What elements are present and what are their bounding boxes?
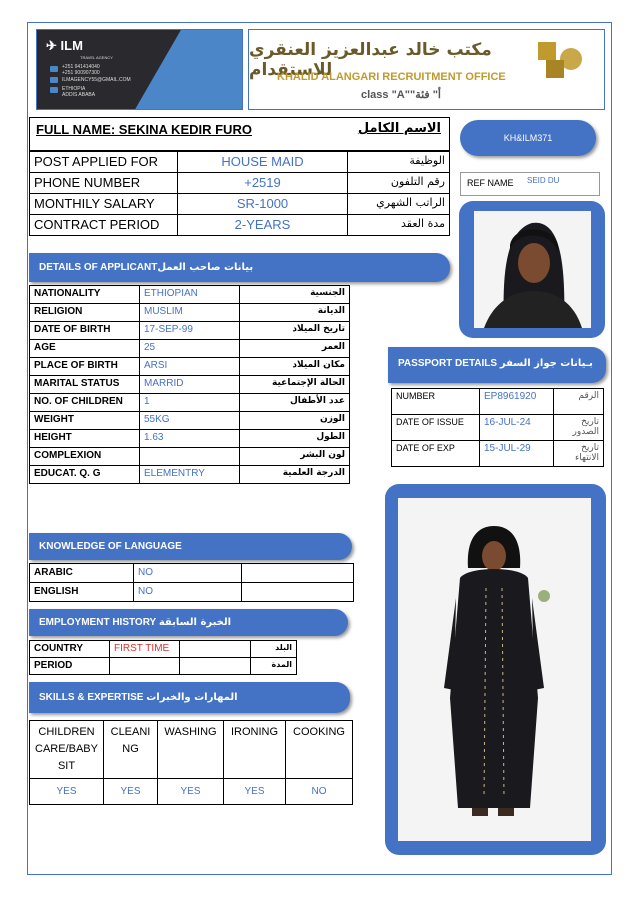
- agency-email: ILMAGENCY55@GMAIL.COM: [62, 77, 131, 83]
- table-row: [30, 641, 297, 658]
- office-name-english: KHALID ALANGARI RECRUITMENT OFFICE: [277, 71, 506, 83]
- skills-table: [29, 720, 353, 805]
- full-body-photo-frame: [385, 484, 606, 855]
- office-header: [248, 29, 605, 110]
- employment-label-arabic: البلد: [251, 641, 297, 658]
- details-title-arabic: بيانات صاحب العمل: [157, 262, 254, 273]
- language-title: KNOWLEDGE OF LANGUAGE: [39, 541, 182, 552]
- skill-value: YES: [104, 779, 158, 805]
- agency-logo: ✈ ILM: [46, 38, 83, 53]
- skills-title-arabic: المهارات والخبرات: [146, 692, 238, 703]
- details-label: COMPLEXION: [30, 448, 140, 466]
- details-label-arabic: لون البشر: [240, 448, 350, 466]
- agency-name: ILM: [60, 38, 83, 53]
- office-name-arabic: مكتب خالد عبدالعزيز العنقري للاستقدام: [249, 40, 492, 80]
- agency-city: ETHIOPIA: [62, 86, 86, 92]
- languages-label: ARABIC: [30, 564, 134, 583]
- table-row: [30, 340, 350, 358]
- phone-value: +2519: [178, 173, 348, 194]
- table-row: [30, 564, 354, 583]
- table-row: [392, 389, 604, 415]
- details-value: MUSLIM: [140, 304, 240, 322]
- salary-label: MONTHILY SALARY: [30, 194, 178, 215]
- details-value: MARRID: [140, 376, 240, 394]
- employment-section-bar: [29, 609, 348, 636]
- table-row: [30, 394, 350, 412]
- empty-cell: [180, 658, 251, 675]
- language-table: [29, 563, 354, 602]
- post-value: HOUSE MAID: [178, 152, 348, 173]
- skill-value: NO: [286, 779, 353, 805]
- employment-label-arabic: المدة: [251, 658, 297, 675]
- table-row: [30, 658, 297, 675]
- salary-value: SR-1000: [178, 194, 348, 215]
- full-name-row: [29, 117, 450, 151]
- table-row: [30, 412, 350, 430]
- ref-box: [460, 172, 600, 196]
- details-value: 55KG: [140, 412, 240, 430]
- passport-value: 16-JUL-24: [480, 415, 554, 441]
- banner-stripe: [117, 29, 243, 110]
- phone-icon: [50, 66, 58, 72]
- details-label-arabic: الدرجة العلمية: [240, 466, 350, 484]
- table-row: [30, 721, 353, 779]
- employment-title: EMPLOYMENT HISTORY: [39, 617, 157, 628]
- details-label: MARITAL STATUS: [30, 376, 140, 394]
- employment-title-arabic: الخبرة السابقة: [158, 617, 232, 628]
- passport-section-bar: [388, 347, 606, 383]
- empty-cell: [242, 583, 354, 602]
- location-icon: [50, 87, 58, 93]
- skill-label: CHILDREN CARE/BABYSIT: [30, 721, 104, 779]
- language-section-bar: [29, 533, 352, 560]
- details-label-arabic: عدد الأطفال: [240, 394, 350, 412]
- skills-title: SKILLS & EXPERTISE: [39, 692, 144, 703]
- details-table: [29, 285, 350, 484]
- ref-label: REF NAME: [467, 178, 514, 188]
- details-label-arabic: تاريخ الميلاد: [240, 322, 350, 340]
- contract-value: 2-YEARS: [178, 215, 348, 236]
- mail-icon: [50, 77, 58, 83]
- employment-label: PERIOD: [30, 658, 110, 675]
- passport-label: DATE OF EXP: [392, 441, 480, 467]
- applicant-code-badge: KH&ILM371: [460, 120, 596, 156]
- ref-value: SEID DU: [527, 176, 560, 185]
- passport-label: DATE OF ISSUE: [392, 415, 480, 441]
- table-row: [30, 376, 350, 394]
- passport-value: 15-JUL-29: [480, 441, 554, 467]
- details-label: DATE OF BIRTH: [30, 322, 140, 340]
- empty-cell: [242, 564, 354, 583]
- details-label: RELIGION: [30, 304, 140, 322]
- details-label-arabic: مكان الميلاد: [240, 358, 350, 376]
- details-section-bar: [29, 253, 450, 282]
- phone-label: PHONE NUMBER: [30, 173, 178, 194]
- employment-label: COUNTRY: [30, 641, 110, 658]
- skills-section-bar: [29, 682, 350, 713]
- phone-label-arabic: رقم التلفون: [348, 173, 450, 194]
- details-label-arabic: الديانة: [240, 304, 350, 322]
- details-value: ETHIOPIAN: [140, 286, 240, 304]
- table-row: [30, 779, 353, 805]
- post-label-arabic: الوظيفة: [348, 152, 450, 173]
- full-body-photo: [398, 498, 591, 841]
- passport-title-arabic: بـيانات جواز السفر: [499, 358, 593, 369]
- details-label-arabic: الحالة الإجتماعية: [240, 376, 350, 394]
- agency-subtitle: TRAVEL AGENCY: [80, 55, 113, 60]
- portrait-photo-frame: [459, 201, 605, 338]
- table-row: [30, 215, 450, 236]
- skill-label: IRONING: [224, 721, 286, 779]
- post-label: POST APPLIED FOR: [30, 152, 178, 173]
- table-row: [30, 286, 350, 304]
- agency-address: ADDIS ABABA: [62, 92, 96, 98]
- languages-value: NO: [134, 564, 242, 583]
- details-label-arabic: العمر: [240, 340, 350, 358]
- table-row: [392, 415, 604, 441]
- skill-value: YES: [158, 779, 224, 805]
- passport-label-arabic: تاريخ الصدور: [554, 415, 604, 441]
- details-title: DETAILS OF APPLICANT: [39, 262, 158, 273]
- table-row: [30, 322, 350, 340]
- details-label: AGE: [30, 340, 140, 358]
- table-row: [30, 152, 450, 173]
- table-row: [30, 304, 350, 322]
- passport-label-arabic: تاريخ الانتهاء: [554, 441, 604, 467]
- post-table: [29, 151, 450, 236]
- details-value: ELEMENTRY: [140, 466, 240, 484]
- details-value: 1.63: [140, 430, 240, 448]
- employment-value: FIRST TIME: [110, 641, 180, 658]
- passport-label-arabic: الرقم: [554, 389, 604, 415]
- skill-label: CLEANING: [104, 721, 158, 779]
- details-value: 25: [140, 340, 240, 358]
- passport-label: NUMBER: [392, 389, 480, 415]
- passport-title: PASSPORT DETAILS: [398, 358, 498, 369]
- table-row: [30, 583, 354, 602]
- agency-phone-1: +251 941414040: [62, 64, 100, 70]
- details-label: EDUCAT. Q. G: [30, 466, 140, 484]
- full-name-arabic: الاسم الكامل: [357, 121, 441, 136]
- languages-value: NO: [134, 583, 242, 602]
- employment-value: [110, 658, 180, 675]
- details-label: NO. OF CHILDREN: [30, 394, 140, 412]
- salary-label-arabic: الراتب الشهري: [348, 194, 450, 215]
- details-label: NATIONALITY: [30, 286, 140, 304]
- details-label-arabic: الوزن: [240, 412, 350, 430]
- contract-label-arabic: مدة العقد: [348, 215, 450, 236]
- table-row: [30, 358, 350, 376]
- office-class: class "A""أ" فئة: [361, 89, 441, 101]
- languages-label: ENGLISH: [30, 583, 134, 602]
- table-row: [30, 466, 350, 484]
- skill-label: WASHING: [158, 721, 224, 779]
- details-value: [140, 448, 240, 466]
- table-row: [30, 448, 350, 466]
- office-emblem-icon: [538, 42, 582, 78]
- skill-value: YES: [30, 779, 104, 805]
- empty-cell: [180, 641, 251, 658]
- details-label: WEIGHT: [30, 412, 140, 430]
- portrait-photo: [474, 211, 591, 328]
- details-label-arabic: الطول: [240, 430, 350, 448]
- passport-value: EP8961920: [480, 389, 554, 415]
- employment-table: [29, 640, 297, 675]
- details-label-arabic: الجنسية: [240, 286, 350, 304]
- table-row: [30, 173, 450, 194]
- skill-label: COOKING: [286, 721, 353, 779]
- table-row: [30, 430, 350, 448]
- details-value: 17-SEP-99: [140, 322, 240, 340]
- details-label: HEIGHT: [30, 430, 140, 448]
- passport-table: [391, 388, 604, 467]
- details-label: PLACE OF BIRTH: [30, 358, 140, 376]
- details-value: 1: [140, 394, 240, 412]
- table-row: [30, 194, 450, 215]
- details-value: ARSI: [140, 358, 240, 376]
- full-name: FULL NAME: SEKINA KEDIR FURO: [36, 122, 252, 137]
- skill-value: YES: [224, 779, 286, 805]
- table-row: [392, 441, 604, 467]
- contract-label: CONTRACT PERIOD: [30, 215, 178, 236]
- agency-phone-2: +251 900907300: [62, 70, 100, 76]
